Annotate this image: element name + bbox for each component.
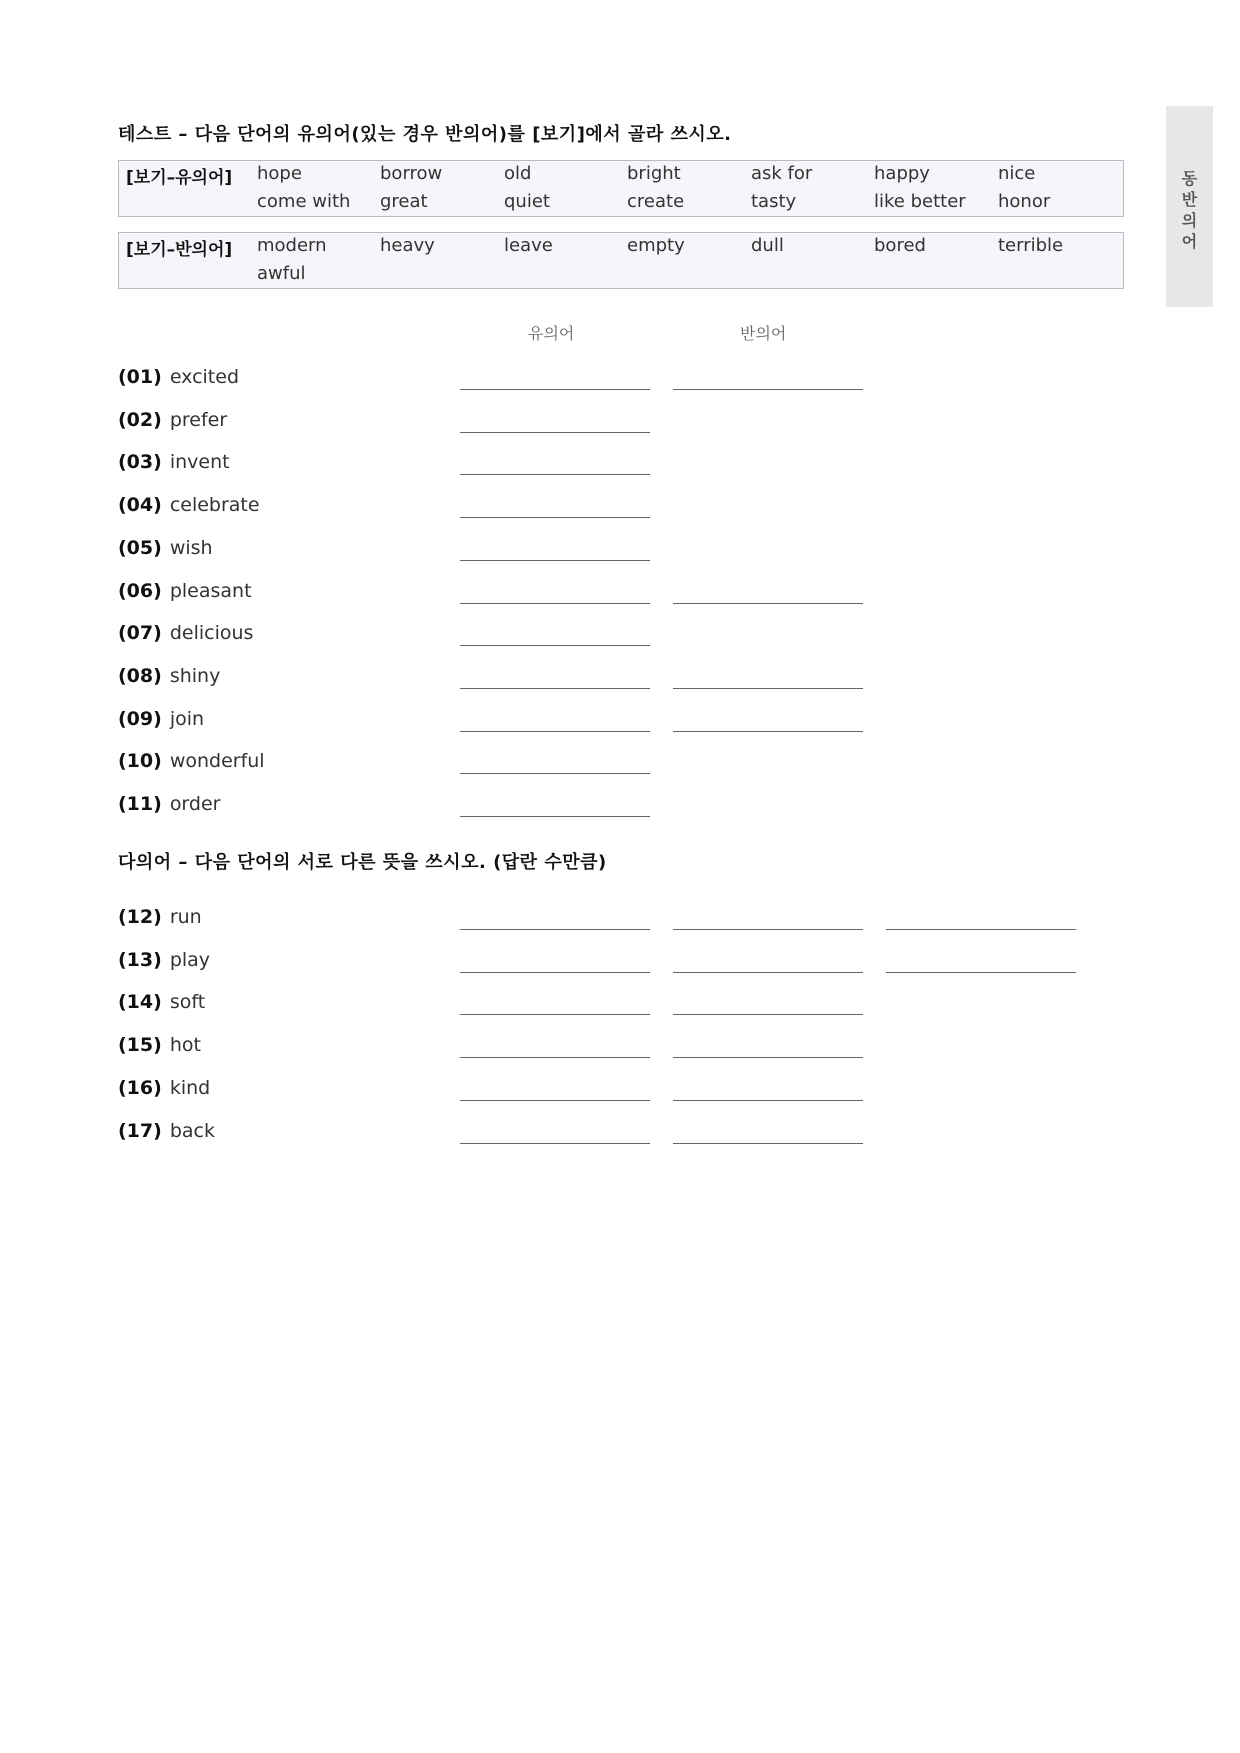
answer-blank[interactable] [673,1014,863,1015]
answer-blank[interactable] [460,474,650,475]
side-tab-char: 의 [1181,211,1198,230]
question-item [118,1034,201,1056]
synonym-box-word: old [504,163,532,184]
answer-blank[interactable] [673,1057,863,1058]
antonym-box-word: dull [751,235,784,256]
question-word: soft [169,991,206,1014]
synonym-box-word: borrow [380,163,443,184]
question-word: run [169,906,202,928]
question-word: wonderful [169,750,265,773]
section1-title: 테스트 – 다음 단어의 유의어(있는 경우 반의어)를 [보기]에서 골라 쓰시오. [118,124,732,145]
question-word: join [169,707,205,730]
answer-blank[interactable] [673,972,863,973]
question-word: delicious [169,622,254,645]
side-tab-char: 반 [1181,190,1198,209]
antonym-box-word: leave [504,235,553,256]
question-word: play [169,948,211,971]
answer-blank[interactable] [673,1143,863,1144]
synonym-box-label: [보기–유의어] [126,168,233,188]
answer-blank[interactable] [460,816,650,817]
question-number: (01) [118,366,162,388]
question-item [118,451,230,473]
synonym-box-word: like better [874,191,966,212]
answer-blank[interactable] [460,688,650,689]
question-number: (13) [118,948,162,971]
answer-blank[interactable] [460,773,650,774]
question-word: prefer [169,408,228,431]
answer-blank[interactable] [460,972,650,973]
antonym-box-word: modern [257,235,327,256]
answer-blank[interactable] [460,1100,650,1101]
side-tab-char: 어 [1181,232,1198,251]
question-item [118,949,210,971]
question-item [118,1077,210,1099]
synonym-box [118,160,1124,217]
question-item [118,537,213,559]
side-tab-char: 동 [1181,169,1198,188]
question-item [118,906,202,928]
question-number: (05) [118,536,162,559]
synonym-box-word: come with [257,191,351,212]
question-item [118,409,227,431]
question-item [118,580,252,602]
answer-blank[interactable] [460,603,650,604]
column-header-antonym: 반의어 [740,324,787,343]
antonym-box-word: terrible [998,235,1064,256]
question-word: invent [169,451,230,474]
question-item [118,366,239,388]
answer-blank[interactable] [460,645,650,646]
answer-blank[interactable] [460,929,650,930]
answer-blank[interactable] [673,1100,863,1101]
answer-blank[interactable] [460,1014,650,1015]
answer-blank[interactable] [886,929,1076,930]
answer-blank[interactable] [460,517,650,518]
question-item [118,622,253,644]
question-word: shiny [169,664,221,687]
answer-blank[interactable] [460,432,650,433]
answer-blank[interactable] [673,929,863,930]
synonym-box-word: bright [627,163,681,184]
question-number: (08) [118,664,162,687]
column-header-synonym: 유의어 [528,324,575,343]
question-number: (07) [118,622,162,645]
question-number: (10) [118,750,162,773]
question-item [118,665,220,687]
answer-blank[interactable] [460,1057,650,1058]
side-tab [1166,106,1213,307]
question-number: (03) [118,451,162,474]
answer-blank[interactable] [460,560,650,561]
question-number: (16) [118,1076,162,1099]
answer-blank[interactable] [673,603,863,604]
answer-blank[interactable] [673,688,863,689]
antonym-box-label: [보기–반의어] [126,240,233,260]
antonym-box-word: empty [627,235,685,256]
antonym-box [118,232,1124,289]
question-word: celebrate [169,494,260,517]
answer-blank[interactable] [460,1143,650,1144]
question-number: (02) [118,408,162,431]
question-number: (15) [118,1034,162,1057]
question-word: back [169,1119,215,1142]
question-number: (06) [118,579,162,602]
question-number: (14) [118,991,162,1014]
synonym-box-word: happy [874,163,930,184]
question-number: (09) [118,707,162,730]
question-word: hot [169,1034,201,1057]
synonym-box-word: ask for [751,163,813,184]
synonym-box-word: hope [257,163,302,184]
synonym-box-word: tasty [751,191,797,212]
question-number: (11) [118,793,162,815]
answer-blank[interactable] [673,389,863,390]
answer-blank[interactable] [460,731,650,732]
antonym-box-word: awful [257,263,306,284]
section2-title: 다의어 – 다음 단어의 서로 다른 뜻을 쓰시오. (답란 수만큼) [118,852,607,873]
synonym-box-word: quiet [504,191,550,212]
synonym-box-word: create [627,191,685,212]
question-number: (17) [118,1119,162,1142]
question-item [118,1120,215,1142]
question-item [118,708,204,730]
question-item [118,750,265,772]
question-word: order [169,793,221,815]
question-word: wish [169,536,213,559]
answer-blank[interactable] [673,731,863,732]
antonym-box-word: heavy [380,235,435,256]
question-word: kind [169,1076,211,1099]
answer-blank[interactable] [886,972,1076,973]
antonym-box-word: bored [874,235,926,256]
question-word: pleasant [169,579,252,602]
question-number: (12) [118,906,162,928]
question-number: (04) [118,494,162,517]
synonym-box-word: nice [998,163,1036,184]
question-item [118,494,260,516]
synonym-box-word: great [380,191,428,212]
question-item [118,991,205,1013]
question-item [118,793,220,815]
synonym-box-word: honor [998,191,1051,212]
answer-blank[interactable] [460,389,650,390]
question-word: excited [169,366,240,388]
